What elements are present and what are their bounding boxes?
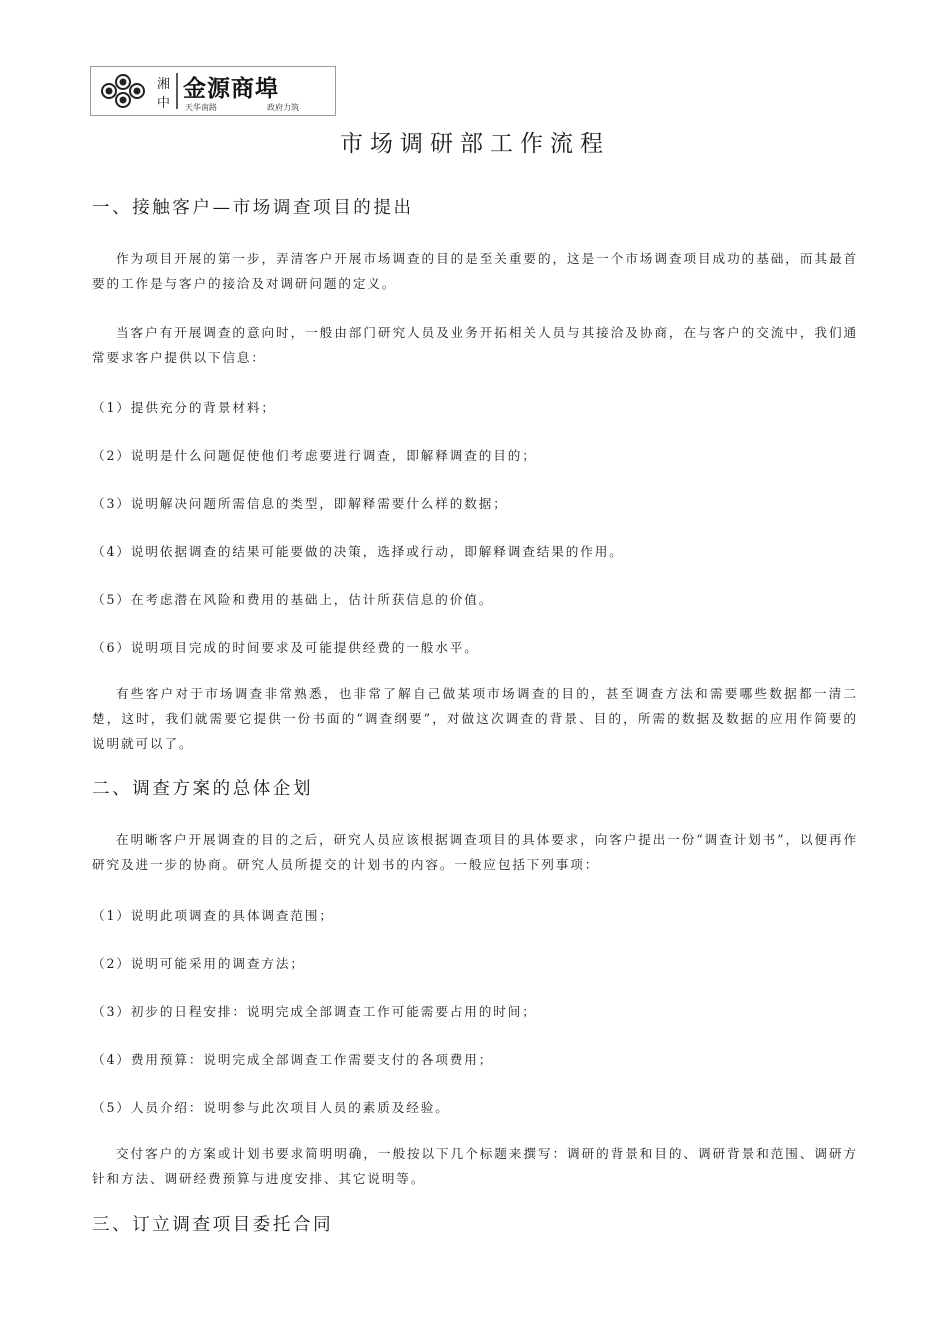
section1-list-item-3: （3）说明解决问题所需信息的类型，即解释需要什么样的数据； xyxy=(92,496,508,511)
section1-paragraph-1: 作为项目开展的第一步，弄清客户开展市场调查的目的是至关重要的，这是一个市场调查项目成功的基础，而其最首要的工作是与客户的接洽及对调研问题的定义。 xyxy=(92,251,858,291)
section1-list-item-1: （1）提供充分的背景材料； xyxy=(92,400,276,415)
document-title: 市场调研部工作流程 xyxy=(340,131,610,158)
section2-list-item-1: （1）说明此项调查的具体调查范围； xyxy=(92,908,334,923)
section2-paragraph-2: 交付客户的方案或计划书要求简明明确，一般按以下几个标题来撰写：调研的背景和目的、调研背景和范围、调研方针和方法、调研经费预算与进度安排、其它说明等。 xyxy=(92,1146,858,1186)
company-logo xyxy=(90,66,336,116)
logo-side-top: 湘 xyxy=(157,77,171,92)
logo-side-bottom: 中 xyxy=(157,96,171,111)
logo-graphic xyxy=(91,67,335,115)
section1-list-item-2: （2）说明是什么问题促使他们考虑要进行调查，即解释调查的目的； xyxy=(92,448,537,463)
section1-paragraph-2: 当客户有开展调查的意向时，一般由部门研究人员及业务开拓相关人员与其接洽及协商，在与客户的交流中，我们通常要求客户提供以下信息： xyxy=(92,325,858,365)
section2-list-item-4: （4）费用预算：说明完成全部调查工作需要支付的各项费用； xyxy=(92,1052,494,1067)
section3-heading: 三、订立调查项目委托合同 xyxy=(92,1215,334,1235)
logo-tagline-right: 政府力筑 xyxy=(267,103,299,112)
section1-list-item-5: （5）在考虑潜在风险和费用的基础上，估计所获信息的价值。 xyxy=(92,592,494,607)
section1-heading: 一、接触客户—市场调查项目的提出 xyxy=(92,198,414,218)
section1-paragraph-3: 有些客户对于市场调查非常熟悉，也非常了解自己做某项市场调查的目的，甚至调查方法和需要哪些数据都一清二楚，这时，我们就需要它提供一份书面的“调查纲要”，对做这次调查的背景、目的，所需的数据及数据的应用作简要的说明就可以了。 xyxy=(92,686,858,751)
section1-list-item-4: （4）说明依据调查的结果可能要做的决策，选择或行动，即解释调查结果的作用。 xyxy=(92,544,624,559)
section2-list-item-5: （5）人员介绍：说明参与此次项目人员的素质及经验。 xyxy=(92,1100,450,1115)
section2-heading: 二、调查方案的总体企划 xyxy=(92,779,314,799)
logo-tagline-left: 天华南路 xyxy=(185,103,217,112)
logo-mark-icon xyxy=(102,75,144,107)
section2-paragraph-1: 在明晰客户开展调查的目的之后，研究人员应该根据调查项目的具体要求，向客户提出一份“调查计划书”，以便再作研究及进一步的协商。研究人员所提交的计划书的内容。一般应包括下列事项： xyxy=(92,832,858,872)
section2-list-item-3: （3）初步的日程安排：说明完成全部调查工作可能需要占用的时间； xyxy=(92,1004,537,1019)
logo-brand: 金源商埠 xyxy=(183,76,279,102)
section1-list-item-6: （6）说明项目完成的时间要求及可能提供经费的一般水平。 xyxy=(92,640,479,655)
section2-list-item-2: （2）说明可能采用的调查方法； xyxy=(92,956,305,971)
